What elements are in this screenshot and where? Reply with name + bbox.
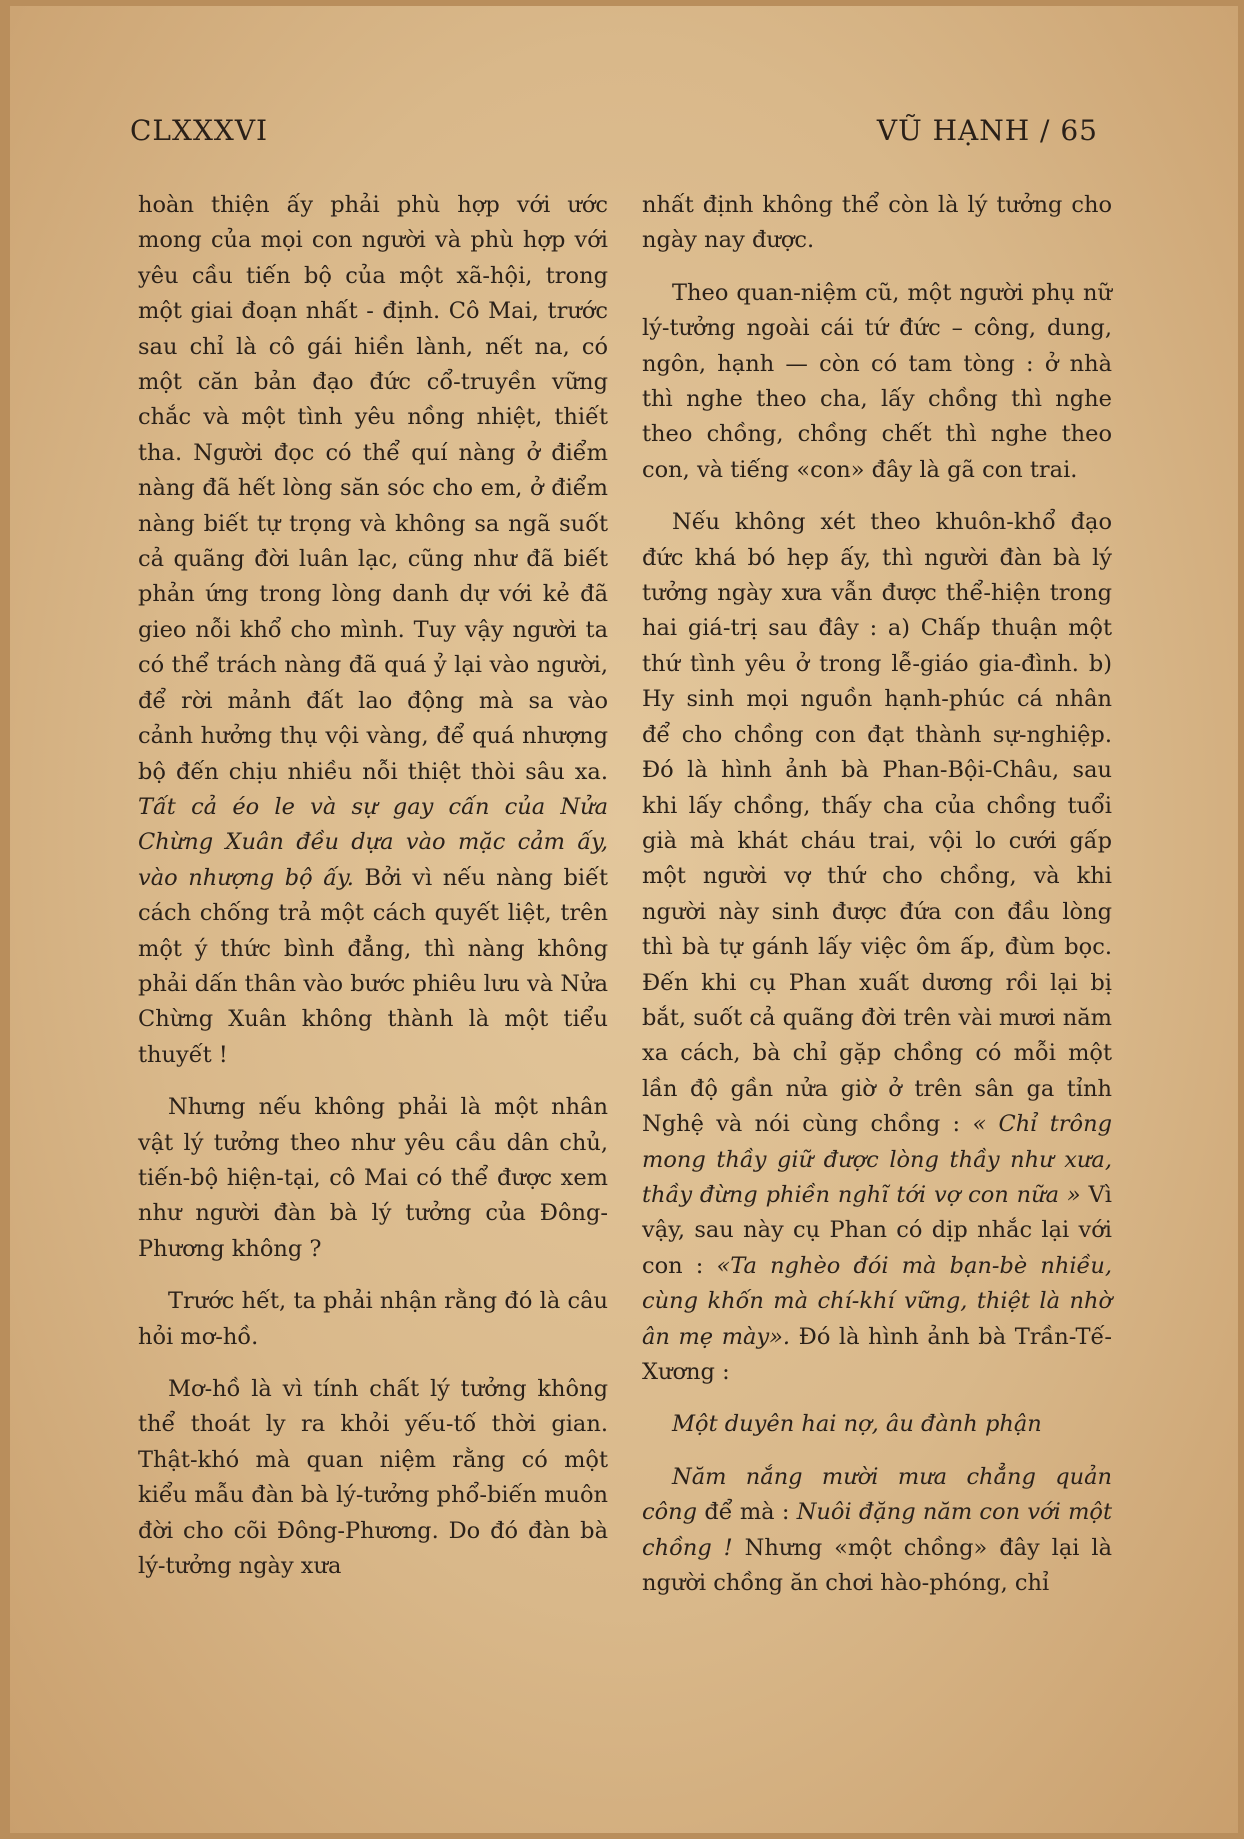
italic-text: Tất cả éo le và sự gay cấn của Nửa Chừng Xuân đều dựa vào mặc cảm ấy, vào nhượng bộ ấy.	[138, 793, 608, 891]
author-name: VŨ HẠNH	[876, 114, 1031, 147]
paragraph: Nhưng nếu không phải là một nhân vật lý tưởng theo như yêu cầu dân chủ, tiến-bộ hiện-tại, cô Mai có thể được xem như người đàn bà lý tưởng của Đông-Phương không ?	[138, 1094, 608, 1262]
paragraph: Theo quan-niệm cũ, một người phụ nữ lý-tưởng ngoài cái tứ đức – công, dung, ngôn, hạnh — còn có tam tòng : ở nhà thì nghe theo cha, lấy chồng thì nghe theo chồng, chồng chết thì nghe theo con, và tiếng «con» đây là gã con trai.	[642, 279, 1112, 483]
paragraph	[642, 505, 1112, 1390]
quote-text: «Ta nghèo đói mà bạn-bè nhiều, cùng khốn mà chí-khí vững, thiệt là nhờ ân mẹ mày».	[642, 1252, 1113, 1350]
section-number: CLXXXVI	[130, 114, 269, 147]
paragraph	[138, 188, 608, 1073]
quote-text: « Chỉ trông mong thầy giữ được lòng thầy như xưa, thầy đừng phiền nghĩ tới vợ con nữa »	[642, 1111, 1112, 1208]
paragraph-text: Bởi vì nếu nàng biết cách chống trả một cách quyết liệt, trên một ý thức bình đẳng, thì nàng không phải dấn thân vào bước phiêu lưu và Nửa Chừng Xuân không thành là một tiểu thuyết !	[138, 864, 608, 1068]
paragraph: Trước hết, ta phải nhận rằng đó là câu hỏi mơ-hồ.	[138, 1288, 608, 1350]
paragraph-text: Vì vậy, sau này cụ Phan có dịp nhắc lại với con :	[642, 1181, 1112, 1279]
page-header	[130, 114, 1098, 158]
italic-text: Nuôi đặng năm con với một chồng !	[642, 1499, 1112, 1561]
paragraph: nhất định không thể còn là lý tưởng cho ngày nay được.	[642, 192, 1112, 254]
paragraph-text: hoàn thiện ấy phải phù hợp với ước mong của mọi con người và phù hợp với yêu cầu tiến bộ của một xã-hội, trong một giai đoạn nhất - định. Cô Mai, trước sau chỉ là cô gái hiền lành, nết na, có một căn bản đạo đức cổ-truyền vững chắc và một tình yêu nồng nhiệt, thiết tha. Người đọc có thể quí nàng ở điểm nàng đã hết lòng săn sóc cho em, ở điểm nàng biết tự trọng và không sa ngã suốt cả quãng đời luân lạc, cũng như đã biết phản ứng trong lòng danh dự với kẻ đã gieo nỗi khổ cho mình. Tuy vậy người ta có thể trách nàng đã quá ỷ lại vào người, để rời mảnh đất lao động mà sa vào cảnh hưởng thụ vội vàng, để quá nhượng bộ đến chịu nhiều nỗi thiệt thòi sâu xa.	[138, 192, 608, 785]
running-title	[877, 114, 1098, 147]
verse-line: Một duyên hai nợ, âu đành phận	[672, 1411, 1042, 1438]
page-number: / 65	[1040, 114, 1098, 147]
left-column	[138, 188, 608, 1601]
paragraph-text: Đó là hình ảnh bà Trần-Tế-Xương :	[642, 1323, 1112, 1385]
verse-line: Năm nắng mười mưa chẳng quản công	[642, 1463, 1112, 1526]
paragraph-text: để mà :	[704, 1499, 790, 1526]
paragraph: Mơ-hồ là vì tính chất lý tưởng không thể thoát ly ra khỏi yếu-tố thời gian. Thật-khó mà quan niệm rằng có một kiểu mẫu đàn bà lý-tưởng phổ-biến muôn đời cho cõi Đông-Phương. Do đó đàn bà lý-tưởng ngày xưa	[138, 1376, 608, 1580]
right-column	[642, 188, 1112, 1618]
paragraph-text: Nếu không xét theo khuôn-khổ đạo đức khá bó hẹp ấy, thì người đàn bà lý tưởng ngày xưa vẫn được thể-hiện trong hai giá-trị sau đây : a) Chấp thuận một thứ tình yêu ở trong lễ-giáo gia-đình. b) Hy sinh mọi nguồn hạnh-phúc cá nhân để cho chồng con đạt thành sự-nghiệp. Đó là hình ảnh bà Phan-Bội-Châu, sau khi lấy chồng, thấy cha của chồng tuổi già mà khát cháu trai, vội lo cưới gấp một người vợ thứ cho chồng, và khi người này sinh được đứa con đầu lòng thì bà tự gánh lấy việc ôm ấp, đùm bọc. Đến khi cụ Phan xuất dương rồi lại bị bắt, suốt cả quãng đời trên vài mươi năm xa cách, bà chỉ gặp chồng có mỗi một lần độ gần nửa giờ ở trên sân ga tỉnh Nghệ và nói cùng chồng :	[642, 509, 1112, 1138]
paragraph-text: Nhưng «một chồng» đây lại là người chồng ăn chơi hào-phóng, chỉ	[642, 1534, 1112, 1597]
paragraph	[642, 1460, 1112, 1602]
